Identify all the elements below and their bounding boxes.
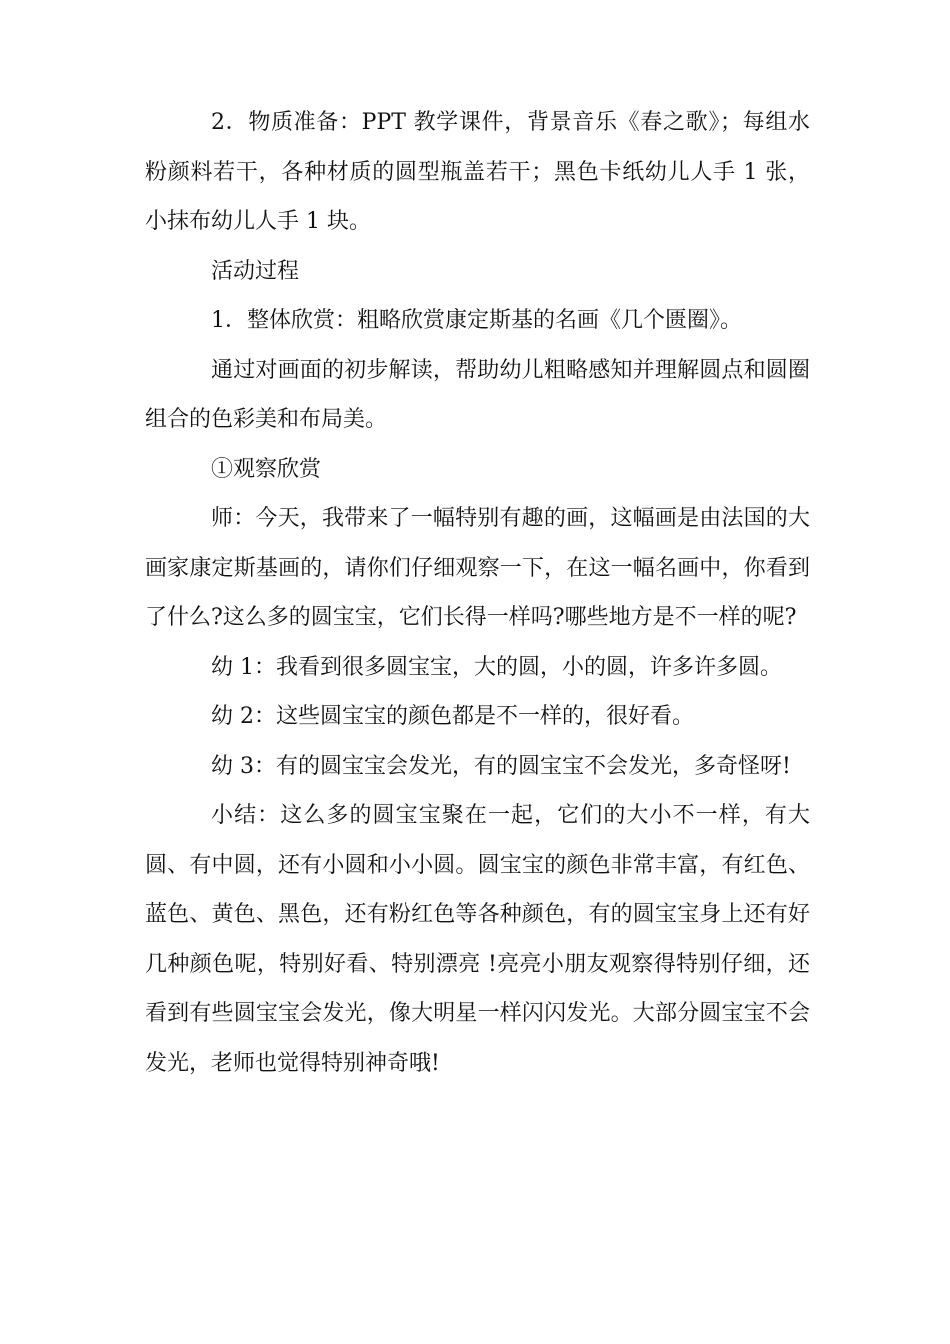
paragraph-summary: 小结：这么多的圆宝宝聚在一起，它们的大小不一样，有大圆、有中圆，还有小圆和小小圆。圆宝宝的颜色非常丰富，有红色、蓝色、黄色、黑色，还有粉红色等各种颜色，有的圆宝宝身上还有好几种颜色呢，特别好看、特别漂亮 !亮亮小朋友观察得特别仔细，还看到有些圆宝宝会发光，像大明星一样闪闪发光。大部分圆宝宝不会发光，老师也觉得特别神奇哦! (145, 803, 810, 1076)
paragraph-overall-appreciation: 1．整体欣赏：粗略欣赏康定斯基的名画《几个匮圈》。 (211, 308, 742, 333)
paragraph-interpretation: 通过对画面的初步解读，帮助幼儿粗略感知并理解圆点和圆圈组合的色彩美和布局美。 (145, 357, 810, 432)
paragraph-material-preparation: 2．物质准备：PPT 教学课件，背景音乐《春之歌》；每组水粉颜料若干，各种材质的圆型瓶盖若干；黑色卡纸幼儿人手 1 张，小抹布幼儿人手 1 块。 (145, 110, 810, 234)
paragraph-child-1: 幼 1：我看到很多圆宝宝，大的圆，小的圆，许多许多圆。 (211, 654, 782, 680)
heading-activity-process: 活动过程 (211, 258, 300, 284)
document-page (145, 98, 810, 1088)
paragraph-child-2: 幼 2：这些圆宝宝的颜色都是不一样的，很好看。 (211, 704, 694, 729)
paragraph-teacher-question: 师：今天，我带来了一幅特别有趣的画，这幅画是由法国的大画家康定斯基画的，请你们仔细观察一下，在这一幅名画中，你看到了什么?这么多的圆宝宝，它们长得一样吗?哪些地方是不一样的呢? (145, 506, 810, 630)
paragraph-child-3: 幼 3：有的圆宝宝会发光，有的圆宝宝不会发光，多奇怪呀! (211, 753, 791, 779)
heading-observe-appreciate: ①观察欣赏 (211, 456, 322, 482)
